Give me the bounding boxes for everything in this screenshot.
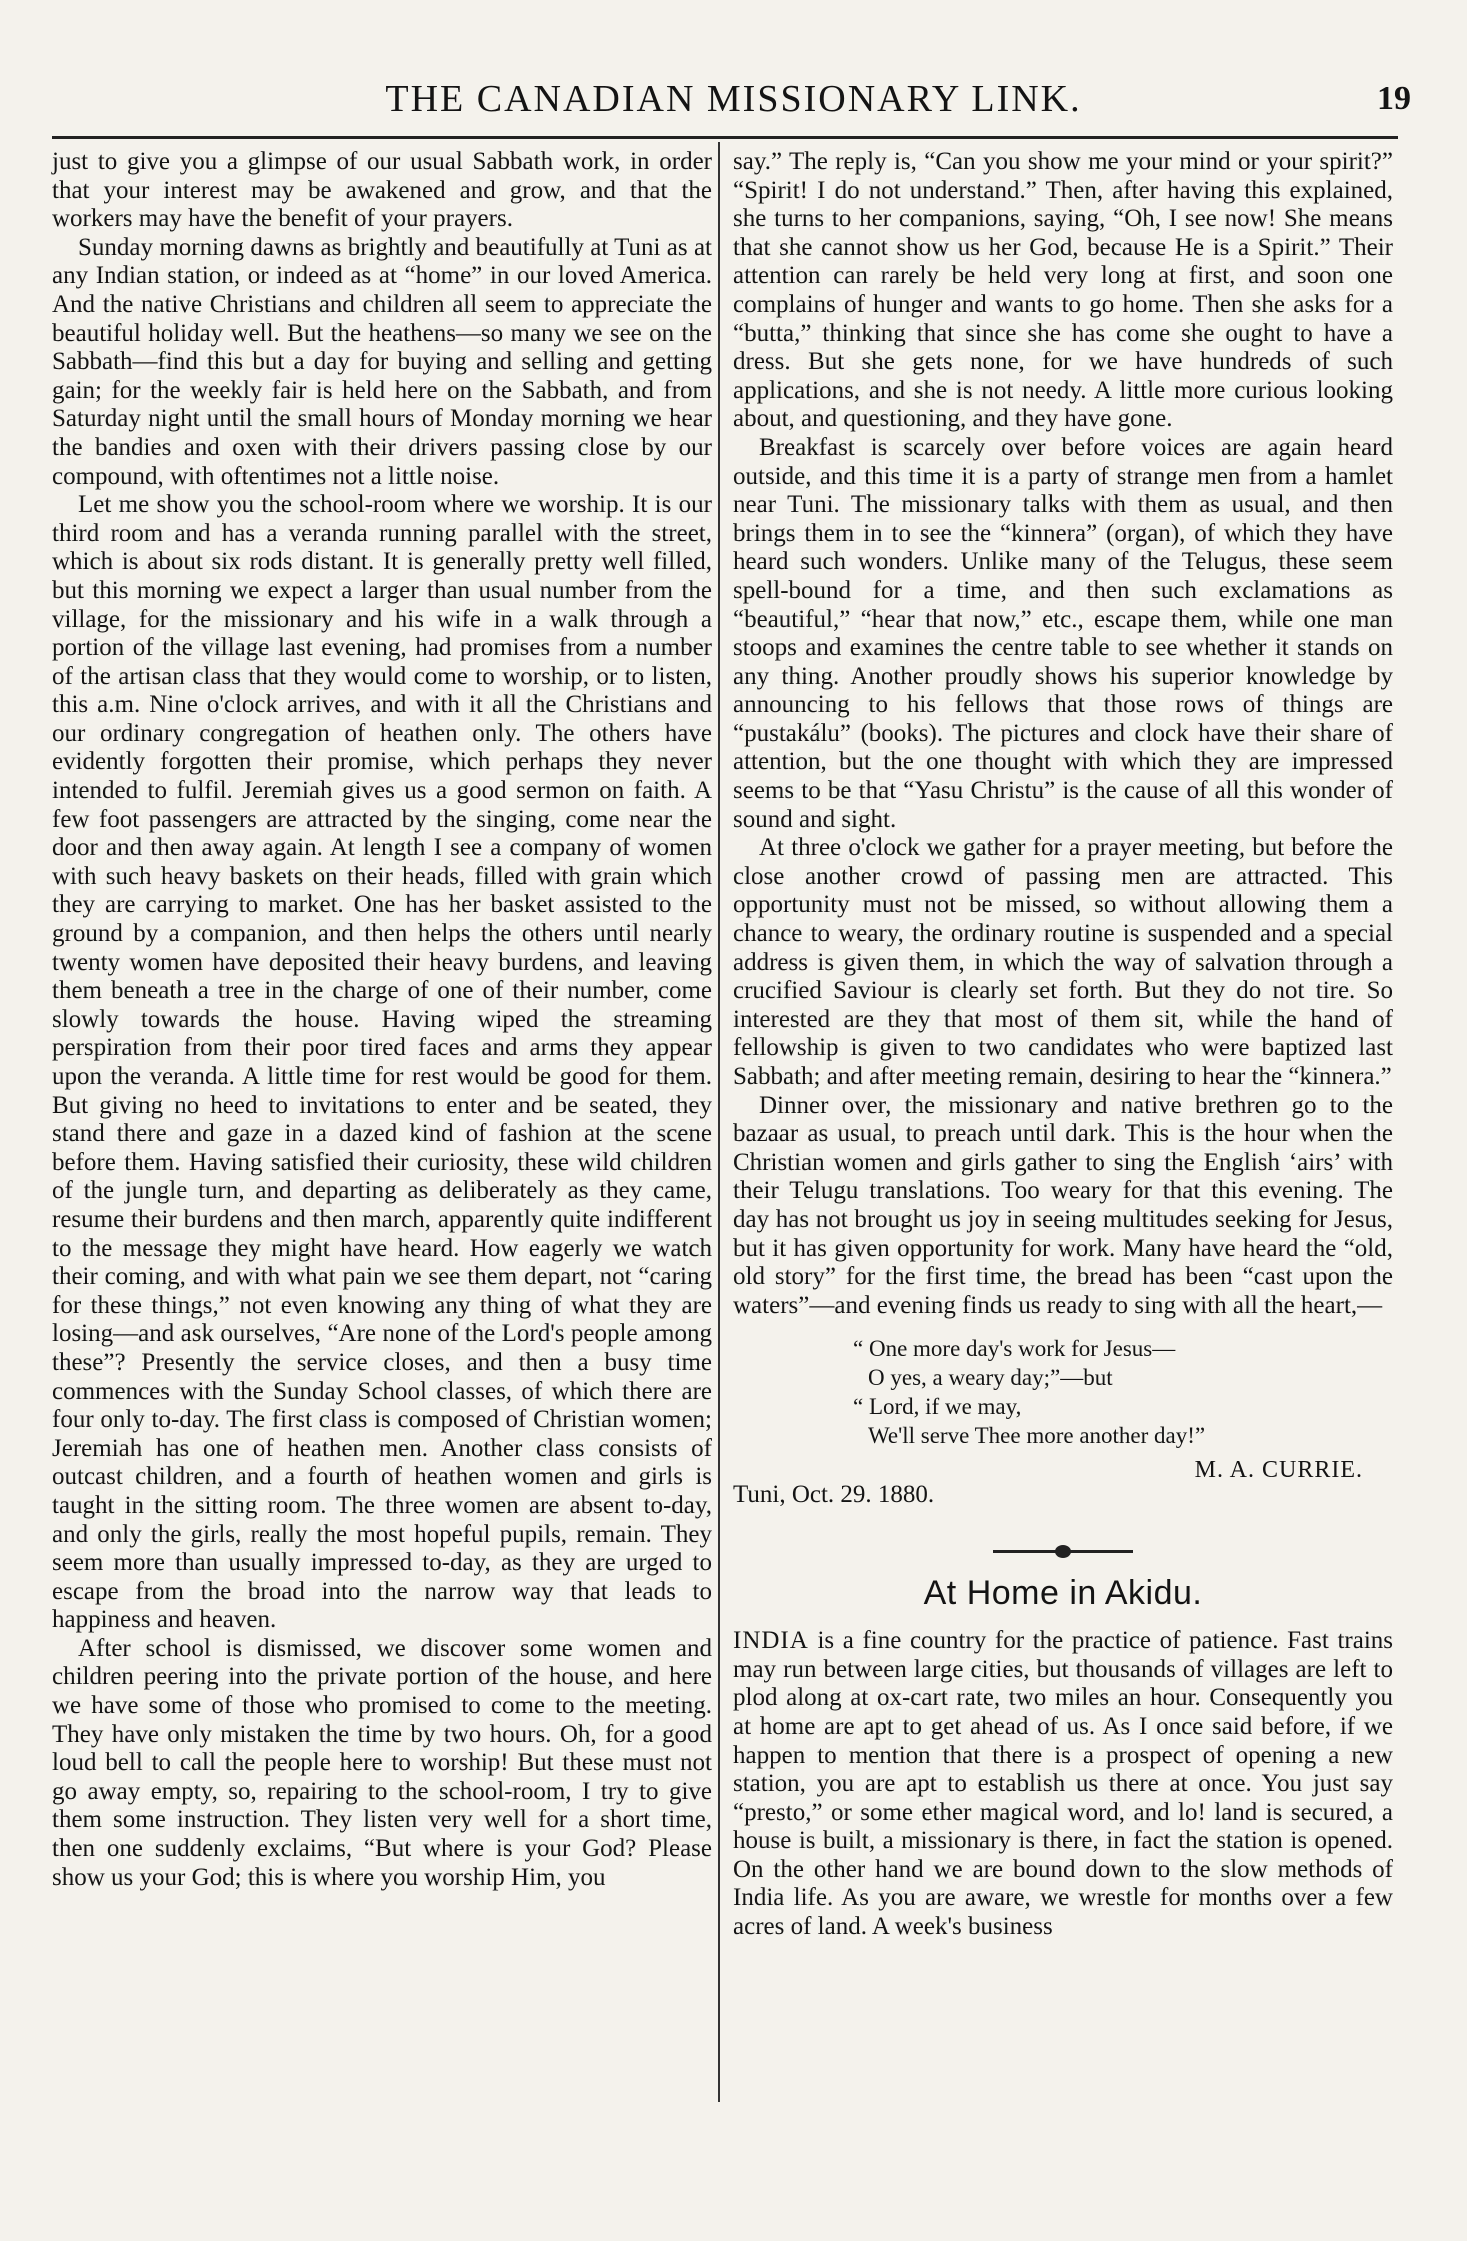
poem-line: “ One more day's work for Jesus— xyxy=(853,1336,1176,1362)
author-signature: M. A. CURRIE. xyxy=(1194,1457,1363,1484)
header-rule xyxy=(52,136,1398,139)
paragraph: Dinner over, the missionary and native brethren go to the bazaar as usual, to preach until dark. This is the hour when the Christian women and girls gather to sing the English ‘airs’ with their Telugu translations. Too weary for that this evening. The day has not brought us joy in seeing multitudes seeking for Jesus, but it has given opportunity for work. Many have heard the “old, old story” for the first time, the bread has been “cast upon the waters”—and evening finds us ready to sing with all the heart,— xyxy=(733,1091,1393,1319)
page-header xyxy=(0,74,1467,124)
paragraph: Breakfast is scarcely over before voices are again heard outside, and this time it is a party of strange men from a hamlet near Tuni. The missionary talks with them as usual, and then brings them in to see the “kinnera” (organ), of which they have heard such wonders. Unlike many of the Telugus, these seem spell-bound for a time, and then such exclamations as “beautiful,” “hear that now,” etc., escape them, while one man stoops and examines the centre table to see whether it stands on any thing. Another proudly shows his superior knowledge by announcing to his fellows that those rows of things are “pustakálu” (books). The pictures and clock have their share of attention, but the one thought with which they are impressed seems to be that “Yasu Christu” is the cause of all this wonder of sound and sight. xyxy=(733,433,1393,833)
page-number: 19 xyxy=(1377,80,1411,117)
paragraph: just to give you a glimpse of our usual Sabbath work, in order that your interest may be awakened and grow, and that the workers may have the benefit of your prayers. xyxy=(52,148,712,233)
article-body: is a fine country for the practice of patience. Fast trains may run between large cities, but thousands of villages are left to plod along at ox-cart rate, two miles an hour. Consequently you at home are apt to get ahead of us. As I once said before, if we happen to mention that there is a prospect of opening a new station, you are apt to establish us there at once. You just say “presto,” or some ether magical word, and lo! land is secured, a house is built, a missionary is there, in fact the station is opened. On the other hand we are bound down to the slow methods of India life. As you are aware, we wrestle for months over a few acres of land. A week's business xyxy=(733,1627,1393,1941)
article-title: At Home in Akidu. xyxy=(923,1573,1203,1612)
paragraph: After school is dismissed, we discover some women and children peering into the private portion of the house, and here we have some of those who promised to come to the meeting. They have only mistaken the time by two hours. Oh, for a good loud bell to call the people here to worship! But these must not go away empty, so, repairing to the school-room, I try to give them some instruction. They listen very well for a short time, then one suddenly exclaims, “But where is your God? Please show us your God; this is where you worship Him, you xyxy=(52,1634,712,1891)
poem xyxy=(733,1334,1393,1450)
left-column xyxy=(52,148,712,1892)
paragraph: say.” The reply is, “Can you show me your mind or your spirit?” “Spirit! I do not understand.” Then, after having this explained, she turns to her companions, saying, “Oh, I see now! She means that she cannot show us her God, because He is a Spirit.” Their attention can rarely be held very long at first, and soon one complains of hunger and wants to go home. Then she asks for a “butta,” thinking that since she has come she ought to have a dress. But she gets none, for we have hundreds of such applications, and she is not needy. A little more curious looking about, and questioning, and they have gone. xyxy=(733,148,1393,433)
paragraph: At three o'clock we gather for a prayer meeting, but before the close another crowd of passing men are attracted. This opportunity must not be missed, so without allowing them a chance to weary, the ordinary routine is suspended and a special address is given them, in which the way of salvation through a crucified Saviour is clearly set forth. But they do not tire. So interested are they that most of them sit, while the hand of fellowship is given to two candidates who were baptized last Sabbath; and after meeting remain, desiring to hear the “kinnera.” xyxy=(733,834,1393,1090)
masthead: THE CANADIAN MISSIONARY LINK. xyxy=(385,78,1082,120)
right-column xyxy=(733,148,1393,1942)
article-paragraph xyxy=(733,1627,1393,1942)
poem-line: “ Lord, if we may, xyxy=(853,1394,1022,1420)
poem-line: We'll serve Thee more another day!” xyxy=(868,1423,1206,1449)
column-divider xyxy=(718,142,720,2102)
paragraph: Let me show you the school-room where we worship. It is our third room and has a veranda running parallel with the street, which is about six rods distant. It is generally pretty well filled, but this morning we expect a larger than usual number from the village, for the missionary and his wife in a walk through a portion of the village last evening, had promises from a number of the artisan class that they would come to worship, or to listen, this a.m. Nine o'clock arrives, and with it all the Christians and our ordinary congregation of heathen only. The others have evidently forgotten their promise, which perhaps they never intended to fulfil. Jeremiah gives us a good sermon on faith. A few foot passengers are attracted by the singing, come near the door and then away again. At length I see a company of women with such heavy baskets on their heads, filled with grain which they are carrying to market. One has her basket assisted to the ground by a companion, and then helps the others until nearly twenty women have deposited their heavy burdens, and leaving them beneath a tree in the charge of one of their number, come slowly towards the house. Having wiped the streaming perspiration from their poor tired faces and arms they appear upon the veranda. A little time for rest would be good for them. But giving no heed to invitations to enter and be seated, they stand there and gaze in a dazed kind of fashion at the scene before them. Having satisfied their curiosity, these wild children of the jungle turn, and departing as deliberately as they came, resume their burdens and then march, apparently quite indifferent to the message they might have heard. How eagerly we watch their coming, and with what pain we see them depart, not “caring for these things,” not even knowing any thing of what they are losing—and ask ourselves, “Are none of the Lord's people among these”? Presently the service closes, and then a busy time commences with the Sunday School classes, of which there are four only to-day. The first class is composed of Christian women; Jeremiah has one of heathen men. Another class consists of outcast children, and a fourth of heathen women and girls is taught in the sitting room. The three women are absent to-day, and only the girls, really the most hopeful pupils, remain. They seem more than usually impressed to-day, as they are urged to escape from the broad into the narrow way that leads to happiness and heaven. xyxy=(52,491,712,1634)
lead-word: INDIA xyxy=(733,1627,809,1655)
paragraph: Sunday morning dawns as brightly and beautifully at Tuni as at any Indian station, or indeed as at “home” in our loved America. And the native Christians and children all seem to appreciate the beautiful holiday well. But the heathens—so many we see on the Sabbath—find this but a day for buying and selling and getting gain; for the weekly fair is held here on the Sabbath, and from Saturday night until the small hours of Monday morning we hear the bandies and oxen with their drivers passing close by our compound, with oftentimes not a little noise. xyxy=(52,233,712,490)
poem-line: O yes, a weary day;”—but xyxy=(868,1365,1113,1391)
dateline: Tuni, Oct. 29. 1880. xyxy=(733,1480,935,1508)
section-ornament xyxy=(993,1550,1133,1553)
